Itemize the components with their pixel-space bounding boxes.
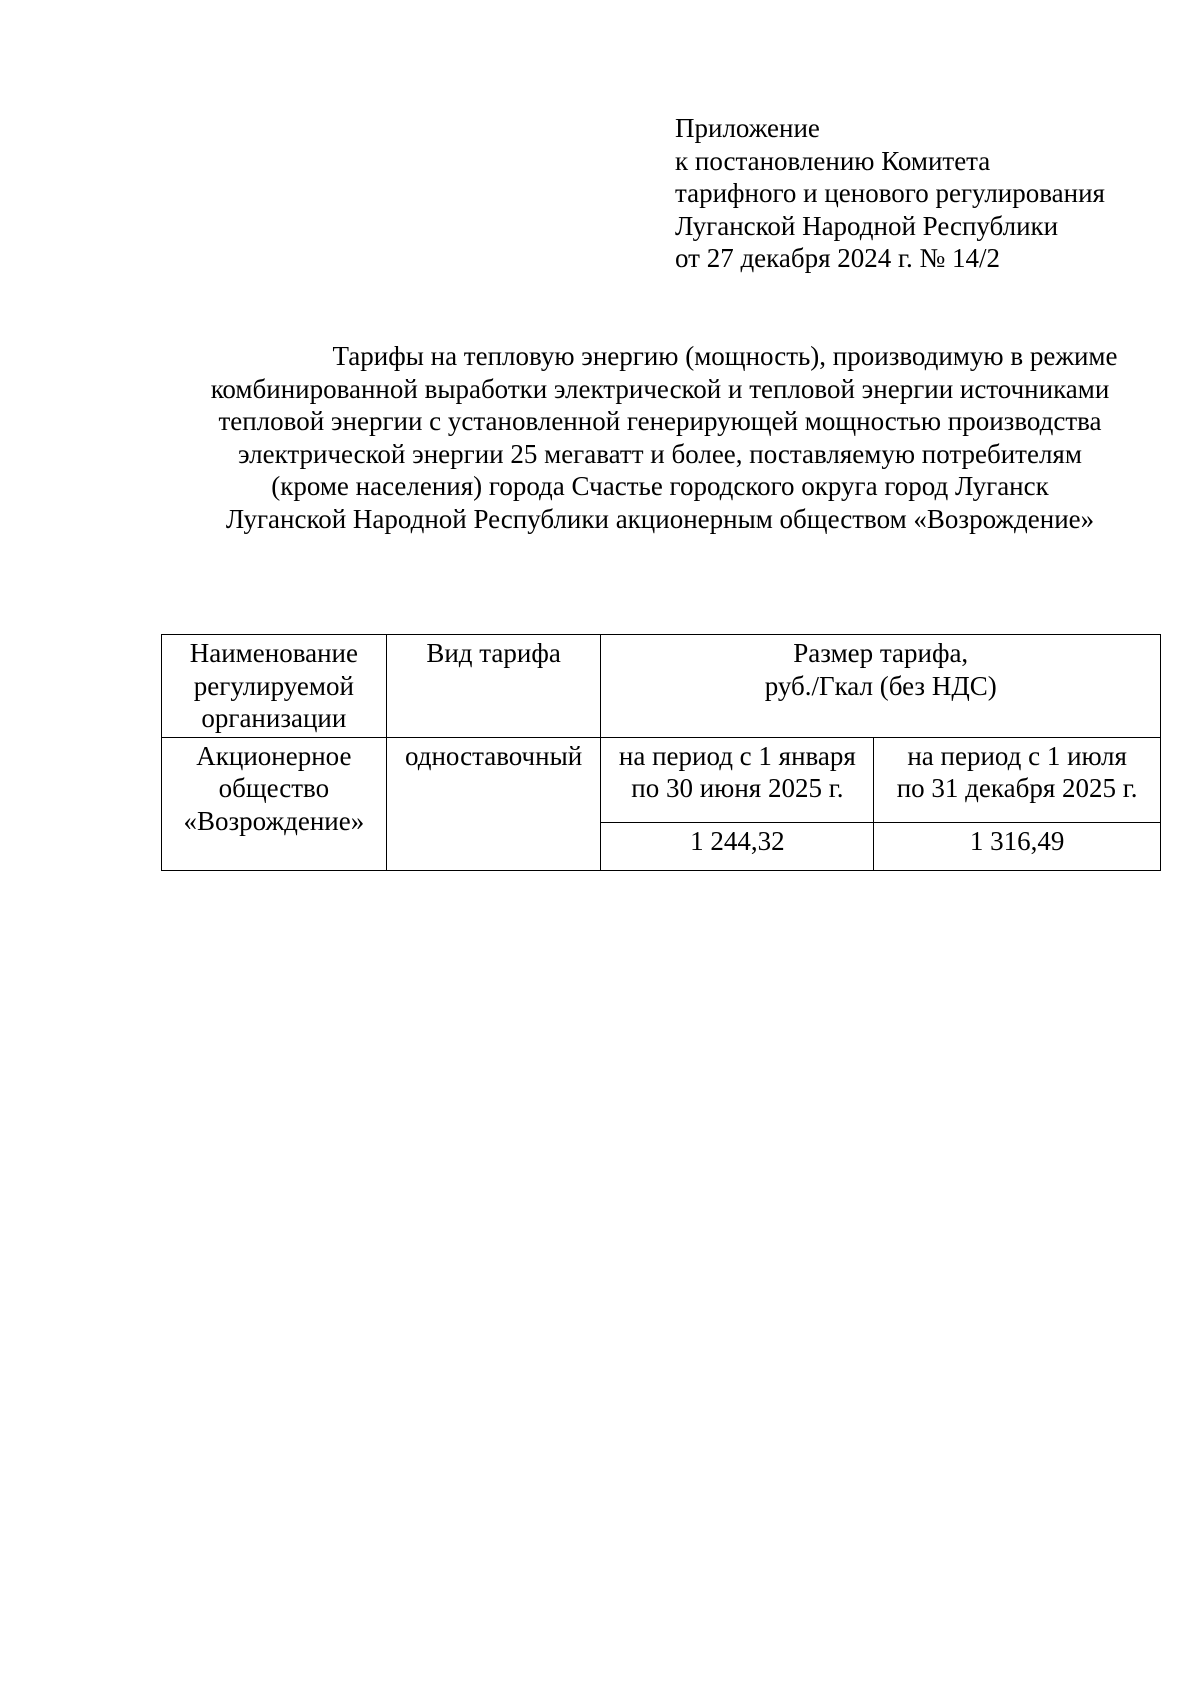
cell-tariff-kind: одноставочный: [386, 737, 601, 870]
title-line: тепловой энергии с установленной генерирующей мощностью производства: [218, 406, 1102, 436]
table-row: [162, 737, 1161, 822]
title-line: Тарифы на тепловую энергию (мощность), производимую в режиме: [332, 341, 1118, 371]
cell-organization: [162, 737, 387, 870]
header-tariff-size: [601, 635, 1161, 738]
header-organization: [162, 635, 387, 738]
cell-tariff-value-second-half: 1 316,49: [874, 822, 1161, 870]
organization-line: Акционерное: [196, 740, 352, 771]
header-organization-line: Наименование: [189, 638, 358, 668]
period-line: на период с 1 июля: [907, 740, 1127, 771]
period-line: на период с 1 января: [618, 740, 856, 771]
header-organization-line: организации: [201, 703, 347, 733]
cell-tariff-value-first-half: 1 244,32: [601, 822, 874, 870]
title-line: комбинированной выработки электрической и тепловой энергии источниками: [210, 373, 1110, 404]
title-line: Луганской Народной Республики акционерным обществом «Возрождение»: [225, 503, 1095, 534]
title-line: (кроме населения) города Счастье городского округа город Луганск: [271, 471, 1049, 501]
appendix-header: [675, 112, 1175, 275]
period-line: по 31 декабря 2025 г.: [896, 773, 1138, 803]
appendix-line: Приложение: [675, 113, 820, 143]
header-tariff-size-line: руб./Гкал (без НДС): [764, 670, 997, 701]
header-organization-line: регулируемой: [193, 670, 354, 701]
header-tariff-kind-line: Вид тарифа: [426, 638, 561, 668]
appendix-line: Луганской Народной Республики: [675, 210, 1059, 241]
document-title: [160, 340, 1160, 535]
cell-period-second-half: [874, 737, 1161, 822]
header-tariff-size-line: Размер тарифа,: [793, 638, 969, 668]
appendix-line: от 27 декабря 2024 г. № 14/2: [675, 243, 1001, 273]
title-line: электрической энергии 25 мегаватт и более, поставляемую потребителям: [238, 438, 1082, 469]
tariff-table: [161, 634, 1161, 871]
cell-period-first-half: [601, 737, 874, 822]
table-header-row: [162, 635, 1161, 738]
organization-line: «Возрождение»: [183, 805, 365, 836]
appendix-line: тарифного и ценового регулирования: [675, 178, 1105, 208]
appendix-line: к постановлению Комитета: [675, 145, 991, 176]
period-line: по 30 июня 2025 г.: [631, 773, 844, 803]
header-tariff-kind: [386, 635, 601, 738]
organization-line: общество: [218, 773, 330, 803]
